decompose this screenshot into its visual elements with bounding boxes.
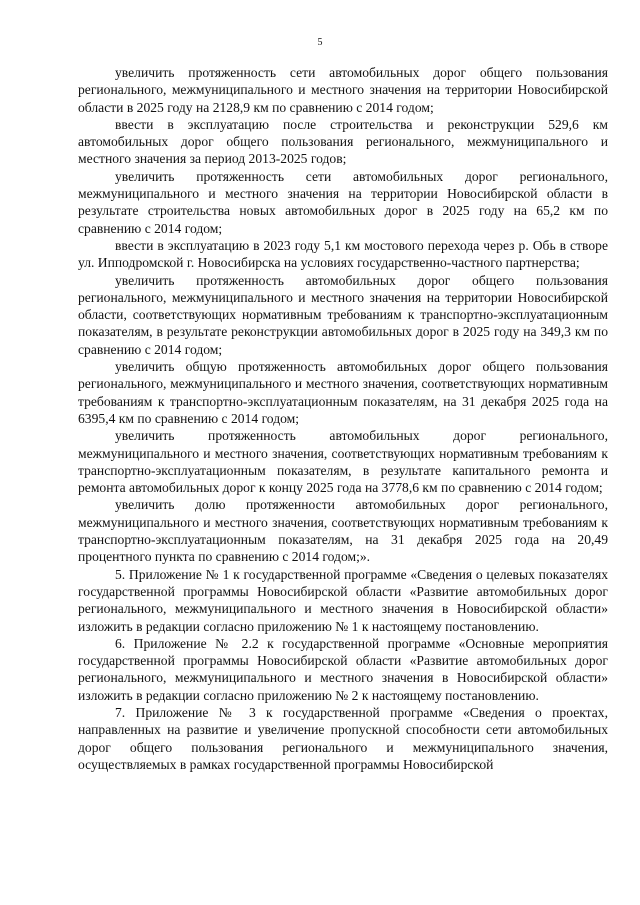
paragraph-ob-bridge: ввести в эксплуатацию в 2023 году 5,1 км мостового перехода через р. Обь в створе ул. Ипподромской г. Новосибирска на условиях государственно-частного партнерства; (78, 237, 608, 271)
document-body (78, 64, 608, 773)
paragraph-road-network-length: увеличить протяженность сети автомобильных дорог общего пользования регионального, межмуниципального и местного значения на территории Новосибирской области в 2025 году на 2128,9 км по сравнению с 2014 годом; (78, 65, 608, 115)
paragraph-new-roads-65: увеличить протяженность сети автомобильных дорог регионального, межмуниципального и местного значения на территории Новосибирской области в результате строительства новых автомобильных дорог в 2025 году на 65,2 км по сравнению с 2014 годом; (78, 168, 608, 236)
paragraph-reconstruction-349: увеличить протяженность автомобильных дорог общего пользования регионального, межмуниципального и местного значения на территории Новосибирской области, соответствующих нормативным требованиям к транспортно-эксплуатационным показателям, в результате реконструкции автомобильных дорог в 2025 году на 349,3 км по сравнению с 2014 годом; (78, 272, 608, 357)
paragraph-total-length-6395: увеличить общую протяженность автомобильных дорог общего пользования регионального, межмуниципального и местного значения, соответствующих нормативным требованиям к транспортно-эксплуатационным показателям, на 31 декабря 2025 года на 6395,4 км по сравнению с 2014 годом; (78, 359, 608, 426)
paragraph-repair-3778: увеличить протяженность автомобильных дорог регионального, межмуниципального и местного значения, соответствующих нормативным требованиям к транспортно-эксплуатационным показателям, в результате капитального ремонта и ремонта автомобильных дорог к концу 2025 года на 3778,6 км по сравнению с 2014 годом; (78, 428, 608, 496)
paragraph-share-20-49: увеличить долю протяженности автомобильных дорог регионального, межмуниципального и местного значения, соответствующих нормативным требованиям к транспортно-эксплуатационным показателям, на 31 декабря 2025 года на 20,49 процентного пункта по сравнению с 2014 годом;». (78, 497, 608, 565)
paragraph-item-5: 5. Приложение № 1 к государственной программе «Сведения о целевых показателях государственной программы Новосибирской области «Развитие автомобильных дорог регионального, межмуниципального и местного значения в Новосибирской области» изложить в редакции согласно приложению № 1 к настоящему постановлению. (78, 566, 608, 634)
page-number: 5 (317, 37, 323, 48)
paragraph-commissioning-529: ввести в эксплуатацию после строительства и реконструкции 529,6 км автомобильных дорог общего пользования регионального, межмуниципального и местного значения за период 2013-2025 годов; (78, 116, 608, 167)
paragraph-item-6: 6. Приложение № 2.2 к государственной программе «Основные мероприятия государственной программы Новосибирской области «Развитие автомобильных дорог регионального, межмуниципального и местного значения в Новосибирской области» изложить в редакции согласно приложению № 2 к настоящему постановлению. (78, 635, 608, 703)
paragraph-item-7: 7. Приложение № 3 к государственной программе «Сведения о проектах, направленных на развитие и увеличение пропускной способности сети автомобильных дорог общего пользования регионального и межмуниципального значения, осуществляемых в рамках государственной программы Новосибирской (78, 704, 608, 772)
